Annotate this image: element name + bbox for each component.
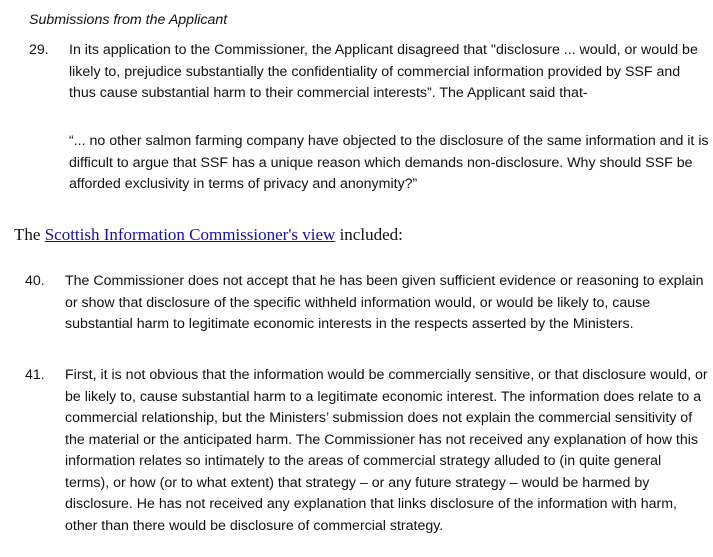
paragraph-text: First, it is not obvious that the information would be commercially sensitive, or that disclosure would, or be likely to, cause substantial harm to a legitimate economic interest. The information does relate to a commercial relationship, but the Ministers’ submission does not explain the commercial sensitivity of the material or the anticipated harm. The Commissioner has not received any explanation of how this information relates so intimately to the areas of commercial strategy alluded to (in quite general terms), or how (or to what extent) that strategy – or any future strategy – would be harmed by disclosure. He has not received any explanation that links disclosure of the information with harm, other than there would be disclosure of commercial strategy.	[65, 367, 708, 534]
section-heading: Submissions from the Applicant	[29, 12, 228, 28]
intro-suffix: included:	[335, 225, 403, 244]
commissioner-view-intro	[14, 224, 403, 246]
applicant-quote: “... no other salmon farming company have objected to the disclosure of the same information and it is difficult to argue that SSF has a unique reason which demands non-disclosure. Why should SSF be afforded exclusivity in terms of privacy and anonymity?”	[69, 133, 709, 192]
paragraph-text: In its application to the Commissioner, the Applicant disagreed that "disclosure ... would, or would be likely to, prejudice substantially the confidentiality of commercial information provided by SSF and thus cause substantial harm to their commercial interests”. The Applicant said that-	[69, 42, 698, 101]
intro-prefix: The	[14, 225, 45, 244]
paragraph-text: The Commissioner does not accept that he has been given sufficient evidence or reasoning to explain or show that disclosure of the specific withheld information would, or would be likely to, cause substantial harm to legitimate economic interests in the respects asserted by the Ministers.	[65, 273, 704, 332]
paragraph-number: 40.	[25, 273, 45, 289]
commissioner-view-link[interactable]: Scottish Information Commissioner's view	[44, 225, 336, 244]
paragraph-number: 29.	[29, 42, 49, 58]
paragraph-number: 41.	[25, 367, 45, 383]
